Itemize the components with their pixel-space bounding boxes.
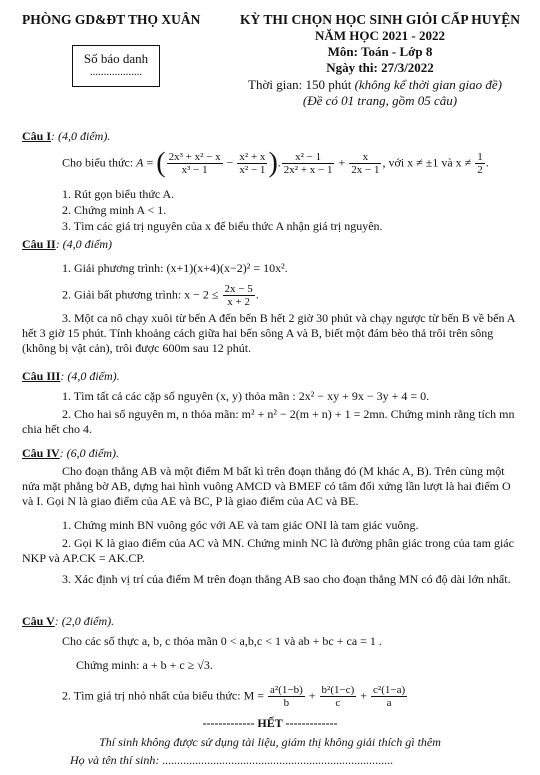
q4-item-1: 1. Chứng minh BN vuông góc với AE và tam giác ONI là tam giác vuông. bbox=[62, 518, 419, 532]
q1-item-1: 1. Rút gọn biểu thức A. bbox=[62, 187, 175, 201]
end-marker: ------------- HẾT ------------- bbox=[202, 716, 338, 730]
q5-prove: Chứng minh: a + b + c ≥ √3. bbox=[76, 658, 213, 672]
q2-item-1: 1. Giải phương trình: (x+1)(x+4)(x−2)² = 10x². bbox=[62, 261, 288, 275]
q4-intro: Cho đoạn thẳng AB và một điểm M bất kì trên đoạn thẳng đó (M khác A, B). Trên cùng một nửa mặt phẳng bờ AB, dựng hai hình vuông AMCD và BMEF có tâm đối xứng lần lượt là hai điểm O và I. Gọi N là giao điểm của AE và BC, P là giao điểm của AC và BE. bbox=[22, 464, 511, 508]
q5-item-2: 2. Tìm giá trị nhỏ nhất của biểu thức: M = $\frac{\text{a²(1−b)}}{b}$ + $\frac{\text{b²(1−c)}}{c}$ + $\frac{\text{c²(1−a)}}{a}$ bbox=[62, 684, 406, 709]
time-line bbox=[210, 77, 540, 93]
q5-intro: Cho các số thực a, b, c thỏa mãn 0 < a,b,c < 1 và ab + bc + ca = 1 . bbox=[62, 634, 382, 648]
time-prefix: Thời gian: 150 phút bbox=[248, 77, 355, 92]
q4-title: Câu IV bbox=[22, 446, 60, 460]
q2-heading bbox=[22, 237, 112, 252]
candidate-number-box bbox=[72, 45, 160, 87]
q2-item-2-text: 2. Giải bất phương trình: x − 2 ≤ bbox=[62, 287, 219, 302]
q2-title: Câu II bbox=[22, 237, 56, 251]
q4-item-3: 3. Xác định vị trí của điểm M trên đoạn thẳng AB sao cho đoạn thẳng MN có độ dài lớn nhất. bbox=[62, 572, 511, 586]
subject: Môn: Toán - Lớp 8 bbox=[327, 44, 433, 59]
q1-heading bbox=[22, 129, 110, 144]
q3-heading bbox=[22, 369, 120, 384]
q1-condition: , với x ≠ ±1 và x ≠ bbox=[382, 155, 472, 170]
exam-date: Ngày thi: 27/3/2022 bbox=[326, 60, 434, 75]
q1-points: : (4,0 điểm). bbox=[51, 129, 111, 143]
candidate-name-line: Họ và tên thí sinh: ............................................................................. bbox=[70, 753, 394, 767]
sbd-label: Số báo danh bbox=[83, 51, 149, 66]
footer-note: Thí sinh không được sử dụng tài liệu, giám thị không giải thích gì thêm bbox=[99, 735, 441, 749]
page-note: (Đề có 01 trang, gồm 05 câu) bbox=[302, 93, 458, 108]
q3-points: : (4,0 điểm). bbox=[60, 369, 120, 383]
q5-heading bbox=[22, 614, 114, 629]
q5-points: : (2,0 điểm). bbox=[54, 614, 115, 628]
q1-title: Câu I bbox=[22, 129, 52, 143]
q3-item-1: 1. Tìm tất cả các cặp số nguyên (x, y) thỏa mãn : 2x² − xy + 9x − 3y + 4 = 0. bbox=[62, 389, 430, 403]
exam-title: KỲ THI CHỌN HỌC SINH GIỎI CẤP HUYỆN bbox=[240, 12, 520, 27]
q1-expression: Cho biểu thức: A = ( $\frac{\text{2x³ + x² − x}}{\text{x³ − 1}}$ − $\frac{\text{x² + x}}{\text{x² − 1}}$ ). $\frac{\text{x² − 1}}{\text{2x² + x − 1}}$ + $\frac{x}{2x - 1}$ , với x ≠ ±1 và x ≠ $\frac{1}{2}$ . bbox=[62, 147, 489, 179]
q4-item-2: 2. Gọi K là giao điểm của AC và MN. Chứng minh NC là đường phân giác trong của tam giác NKP và AP.CK = AK.CP. bbox=[22, 536, 514, 565]
q5-title: Câu V bbox=[22, 614, 55, 628]
q5-item-2-text: 2. Tìm giá trị nhỏ nhất của biểu thức: M = bbox=[62, 688, 265, 703]
time-note: (không kể thời gian giao đề) bbox=[354, 77, 502, 92]
q4-points: : (6,0 điểm). bbox=[59, 446, 120, 460]
q2-item-3: 3. Một ca nô chạy xuôi từ bến A đến bến B hết 2 giờ 30 phút và chạy ngược từ bến B về bến A hết 3 giờ 15 phút. Tính khoảng cách giữa hai bến sông A và B, biết một đám bèo thả trôi trên sông (không bị vật cản), trôi được 600m sau 12 phút. bbox=[22, 311, 515, 355]
org-name: PHÒNG GD&ĐT THỌ XUÂN bbox=[22, 12, 201, 27]
q1-intro: Cho biểu thức: bbox=[62, 155, 134, 170]
q2-item-2: 2. Giải bất phương trình: x − 2 ≤ $\frac{2x - 5}{x + 2}$ . bbox=[62, 283, 259, 308]
q4-heading bbox=[22, 446, 119, 461]
q3-item-2: 2. Cho hai số nguyên m, n thỏa mãn: m² + n² − 2(m + n) + 1 = 2mn. Chứng minh rằng tích mn chia hết cho 4. bbox=[22, 407, 515, 436]
q1-item-2: 2. Chứng minh A < 1. bbox=[62, 203, 167, 217]
q3-title: Câu III bbox=[22, 369, 61, 383]
q2-points: : (4,0 điểm) bbox=[55, 237, 113, 251]
school-year: NĂM HỌC 2021 - 2022 bbox=[315, 28, 445, 43]
q1-item-3: 3. Tìm các giá trị nguyên của x để biểu thức A nhận giá trị nguyên. bbox=[62, 219, 383, 233]
sbd-dots: ................... bbox=[89, 66, 143, 78]
